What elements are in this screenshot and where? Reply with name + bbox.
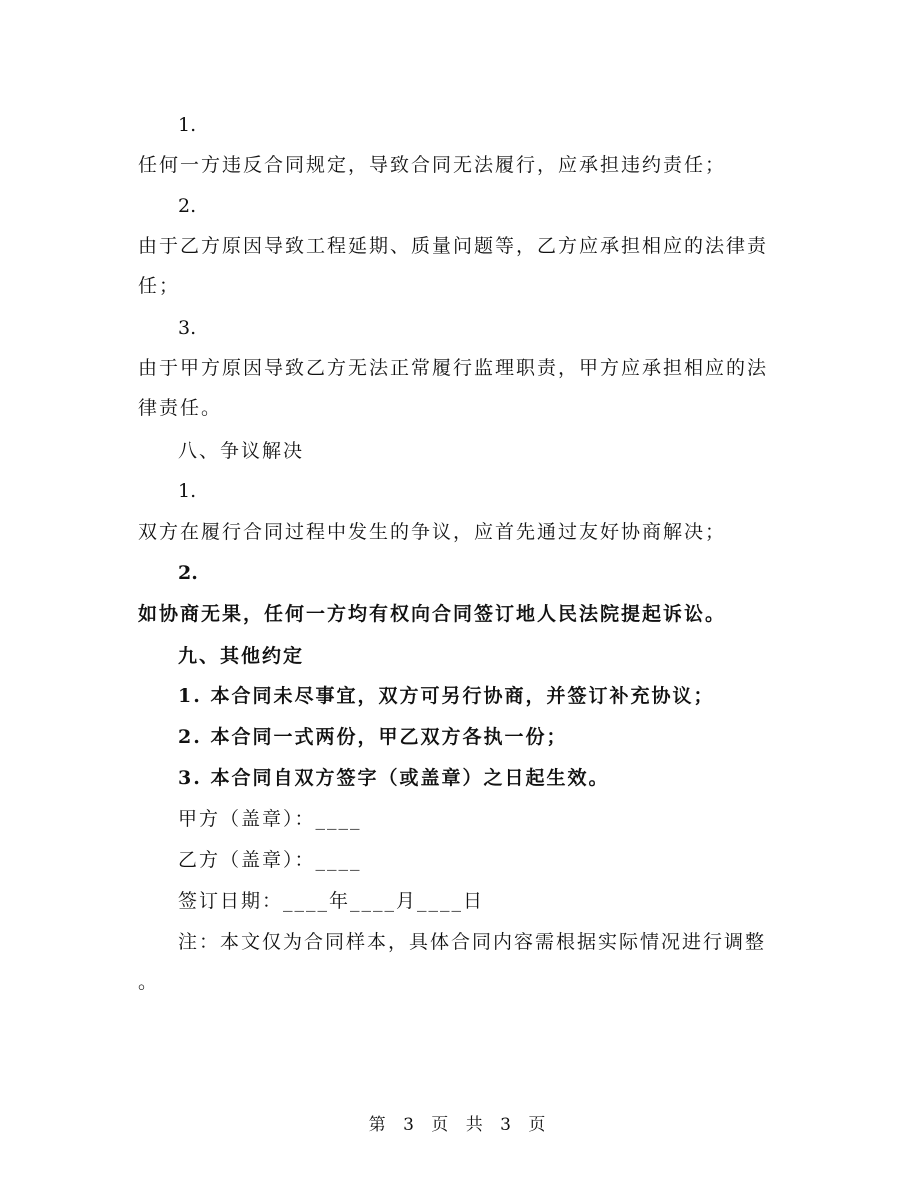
section8-item2-text: 如协商无果，任何一方均有权向合同签订地人民法院提起诉讼。	[138, 603, 727, 625]
section7-item2-text-line1: 由于乙方原因导致工程延期、质量问题等，乙方应承担相应的法律责	[138, 235, 769, 257]
party-b-signature: 乙方（盖章）：____	[178, 849, 362, 871]
section9-heading: 九、其他约定	[178, 645, 305, 667]
section7-item2-number: 2.	[178, 195, 197, 217]
note-line2: 。	[138, 971, 160, 993]
section9-item3: 3. 本合同自双方签字（或盖章）之日起生效。	[178, 767, 610, 789]
signing-date: 签订日期：____年____月____日	[178, 890, 485, 912]
section7-item2-text-line2: 任；	[138, 275, 181, 297]
section7-item1-number: 1.	[178, 114, 197, 136]
section8-item1-text: 双方在履行合同过程中发生的争议，应首先通过友好协商解决；	[138, 521, 727, 543]
section7-item3-text-line2: 律责任。	[138, 397, 223, 419]
section9-item2: 2. 本合同一式两份，甲乙双方各执一份；	[178, 726, 568, 748]
section8-heading: 八、争议解决	[178, 440, 305, 462]
page-footer: 第 3 页 共 3 页	[368, 1115, 552, 1135]
section8-item1-number: 1.	[178, 480, 197, 502]
section7-item3-text-line1: 由于甲方原因导致乙方无法正常履行监理职责，甲方应承担相应的法	[138, 357, 769, 379]
section8-item2-number: 2.	[178, 562, 198, 584]
section7-item3-number: 3.	[178, 317, 197, 339]
section7-item1-text: 任何一方违反合同规定，导致合同无法履行，应承担违约责任；	[138, 154, 727, 176]
section9-item1: 1. 本合同未尽事宜，双方可另行协商，并签订补充协议；	[178, 685, 715, 707]
party-a-signature: 甲方（盖章）：____	[178, 808, 362, 830]
note-line1: 注：本文仅为合同样本，具体合同内容需根据实际情况进行调整	[178, 931, 767, 953]
